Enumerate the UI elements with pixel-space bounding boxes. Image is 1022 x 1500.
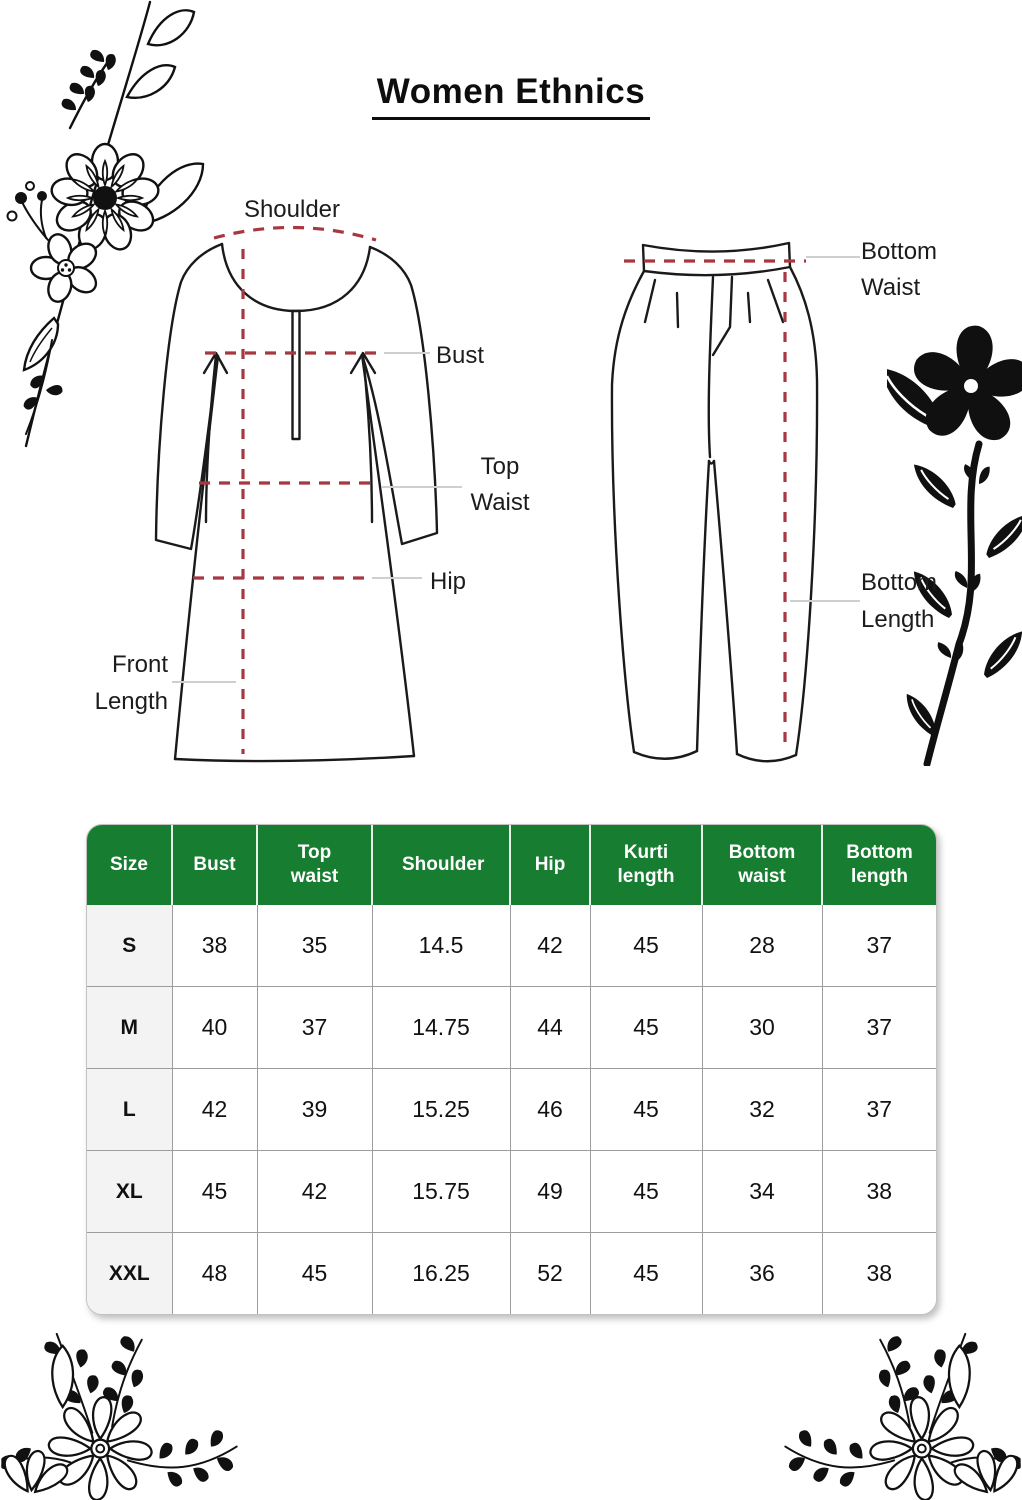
hip-label: Hip [430, 568, 467, 595]
cell-value: 42 [510, 905, 590, 987]
bottom-waist-label-line2: Waist [861, 274, 921, 301]
cell-value: 38 [822, 1151, 936, 1233]
cell-value: 45 [590, 1069, 702, 1151]
front-length-label-line1: Front [111, 651, 168, 678]
cell-size: XXL [87, 1233, 172, 1315]
size-table-header-row [87, 825, 936, 905]
cell-value: 52 [510, 1233, 590, 1315]
cell-value: 32 [702, 1069, 822, 1151]
page-title-text: Women Ethnics [372, 72, 650, 120]
size-table-container [86, 824, 937, 1315]
bust-label: Bust [436, 342, 485, 369]
cell-value: 49 [510, 1151, 590, 1233]
top-waist-label [452, 449, 548, 521]
table-row-s [87, 905, 936, 987]
bottom-length-label-line1: Bottom [861, 569, 938, 596]
cell-value: 37 [822, 1069, 936, 1151]
cell-value: 45 [590, 987, 702, 1069]
cell-value: 40 [172, 987, 257, 1069]
cell-value: 46 [510, 1069, 590, 1151]
front-length-label-line2: Length [94, 688, 168, 715]
decorative-flower-bottom-right [782, 1322, 1022, 1500]
cell-value: 30 [702, 987, 822, 1069]
cell-value: 39 [257, 1069, 372, 1151]
table-row-xl [87, 1151, 936, 1233]
cell-value: 14.75 [372, 987, 510, 1069]
bottom-length-label-line2: Length [861, 606, 935, 633]
cell-size: M [87, 987, 172, 1069]
kurti-outline [156, 244, 437, 761]
bottom-length-label [861, 564, 937, 638]
kurti-measurement-lines [193, 227, 379, 754]
header-bust: Bust [172, 825, 257, 905]
header-shoulder: Shoulder [372, 825, 510, 905]
cell-size: XL [87, 1151, 172, 1233]
header-top-waist: Top waist [257, 825, 372, 905]
decorative-flower-bottom-left [0, 1322, 240, 1500]
bust-connector-line [384, 352, 430, 354]
top-waist-label-line1: Top [480, 453, 520, 480]
cell-value: 42 [257, 1151, 372, 1233]
table-row-xxl [87, 1233, 936, 1315]
cell-value: 15.25 [372, 1069, 510, 1151]
top-waist-connector-line [382, 486, 462, 488]
cell-value: 42 [172, 1069, 257, 1151]
page-title [0, 72, 1022, 120]
bottom-waist-connector-line [806, 256, 860, 258]
header-size: Size [87, 825, 172, 905]
bottom-waist-label-line1: Bottom [861, 238, 938, 265]
cell-value: 16.25 [372, 1233, 510, 1315]
decorative-vine-right [887, 286, 1022, 766]
pants-measurement-lines [624, 261, 806, 746]
cell-size: L [87, 1069, 172, 1151]
header-bottom-length: Bottom length [822, 825, 936, 905]
cell-value: 48 [172, 1233, 257, 1315]
cell-value: 38 [172, 905, 257, 987]
table-row-m [87, 987, 936, 1069]
size-table [87, 825, 936, 1314]
cell-value: 45 [590, 905, 702, 987]
cell-value: 37 [257, 987, 372, 1069]
cell-value: 28 [702, 905, 822, 987]
top-waist-label-line2: Waist [470, 489, 530, 516]
bottom-waist-label [861, 234, 937, 306]
front-length-label [72, 646, 168, 720]
cell-value: 37 [822, 905, 936, 987]
cell-value: 15.75 [372, 1151, 510, 1233]
table-row-l [87, 1069, 936, 1151]
cell-value: 35 [257, 905, 372, 987]
header-hip: Hip [510, 825, 590, 905]
cell-value: 14.5 [372, 905, 510, 987]
pants-diagram [600, 225, 850, 780]
front-length-connector-line [172, 681, 236, 683]
cell-value: 38 [822, 1233, 936, 1315]
hip-connector-line [372, 577, 422, 579]
cell-value: 45 [590, 1151, 702, 1233]
cell-value: 36 [702, 1233, 822, 1315]
cell-value: 44 [510, 987, 590, 1069]
cell-size: S [87, 905, 172, 987]
cell-value: 45 [257, 1233, 372, 1315]
shoulder-label: Shoulder [243, 196, 341, 223]
cell-value: 45 [590, 1233, 702, 1315]
header-kurti-length: Kurti length [590, 825, 702, 905]
cell-value: 34 [702, 1151, 822, 1233]
cell-value: 37 [822, 987, 936, 1069]
bottom-length-connector-line [790, 600, 860, 602]
header-bottom-waist: Bottom waist [702, 825, 822, 905]
cell-value: 45 [172, 1151, 257, 1233]
